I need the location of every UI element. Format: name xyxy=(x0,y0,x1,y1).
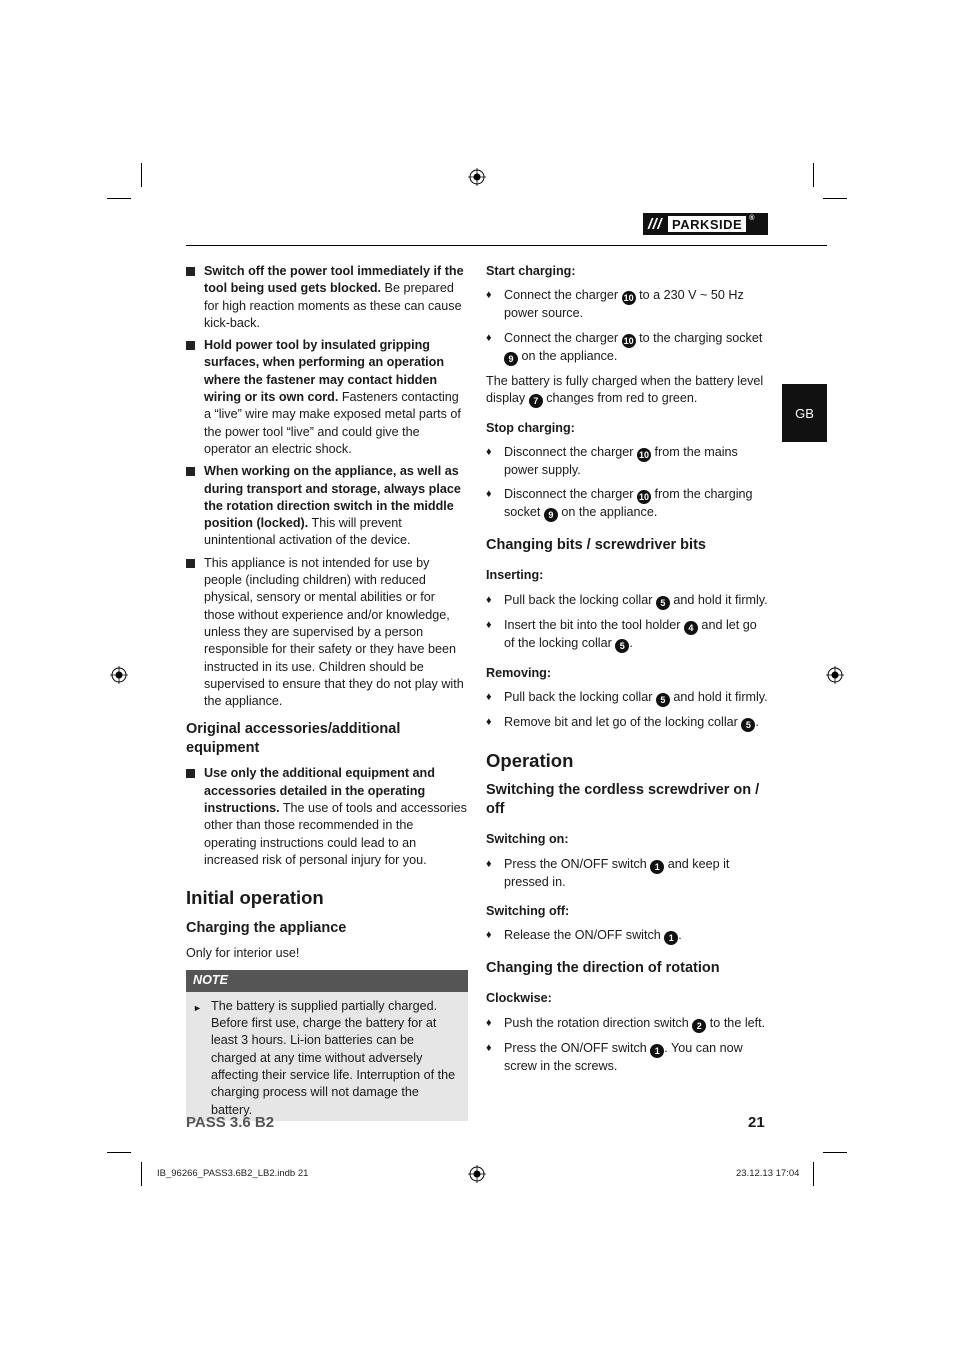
safety-bullet: This appliance is not intended for use by people (including children) with reduced physical, sensory or mental abilities or for those without experience and/or knowledge, unless they are supervised by a person responsible for their safety or they have been instructed in its use. Children should be supervised to ensure that they do not play with the appliance. xyxy=(186,555,468,711)
paragraph: Only for interior use! xyxy=(186,945,300,960)
list-item: ♦ Connect the charger 10 to a 230 V ~ 50 Hz power source. xyxy=(486,288,744,321)
safety-bullet: Hold power tool by insulated gripping surfaces, when performing an operation where the fastener may contact hidden wiring or its own cord. Fasteners contacting a “live” wire may make exposed metal parts of the power tool “live” and could give the operator an electric shock. xyxy=(186,337,468,458)
diamond-icon: ♦ xyxy=(486,691,492,704)
subheading: Removing: xyxy=(486,665,552,680)
note-body: ► The battery is supplied partially charged. Before first use, charge the battery for at least 3 hours. Li-ion batteries can be charged at any time without adversely affecting their service life. Interruption of the charging process will not damage the battery. xyxy=(193,998,456,1117)
list-item: ♦ Connect the charger 10 to the charging socket 9 on the appliance. xyxy=(486,330,763,364)
section-title: Initial operation xyxy=(186,887,324,909)
crop-mark xyxy=(823,198,847,199)
diamond-icon: ♦ xyxy=(486,1041,492,1054)
safety-bullet: Switch off the power tool immediately if the tool being used gets blocked. Be prepared for high reaction moments as these can cause kick-back. xyxy=(186,263,468,332)
list-item: ♦ Disconnect the charger 10 from the charging socket 9 on the appliance. xyxy=(486,487,753,521)
left-column xyxy=(186,263,468,1121)
safety-bullet: Use only the additional equipment and accessories detailed in the operating instructions. The use of tools and accessories other than those recommended in the operating instructions could lead to an increased risk of personal injury for you. xyxy=(186,765,468,869)
diamond-icon: ♦ xyxy=(486,857,492,870)
registration-mark-icon xyxy=(468,1165,486,1183)
note-header: NOTE xyxy=(186,970,468,992)
slug-file: IB_96266_PASS3.6B2_LB2.indb 21 xyxy=(157,1168,309,1179)
subheading: Switching off: xyxy=(486,903,570,918)
header-rule xyxy=(186,245,827,246)
subheading: Start charging: xyxy=(486,264,576,278)
diamond-icon: ♦ xyxy=(486,618,492,631)
slug-date: 23.12.13 17:04 xyxy=(736,1168,800,1179)
subheading: Switching on: xyxy=(486,832,569,847)
section-title: Operation xyxy=(486,750,574,772)
list-item: ♦ Remove bit and let go of the locking collar 5 . xyxy=(486,715,759,731)
diamond-icon: ♦ xyxy=(486,929,492,942)
registration-mark-icon xyxy=(468,168,486,186)
list-item: ♦ Press the ON/OFF switch 1 . You can now screw in the screws. xyxy=(486,1040,743,1073)
language-tab: GB xyxy=(782,384,827,442)
diamond-icon: ♦ xyxy=(486,488,492,501)
safety-bullet: When working on the appliance, as well as during transport and storage, always place the rotation direction switch in the middle position (locked). This will prevent unintentional activation of the device. xyxy=(186,463,468,549)
diamond-icon: ♦ xyxy=(486,331,492,344)
list-item: ♦ Press the ON/OFF switch 1 and keep it pressed in. xyxy=(486,856,730,889)
right-column xyxy=(486,263,768,1082)
section-heading: Changing the direction of rotation xyxy=(486,960,720,977)
diamond-icon: ♦ xyxy=(486,716,492,729)
crop-mark xyxy=(813,1162,814,1186)
list-item: ♦ Push the rotation direction switch 2 to the left. xyxy=(486,1015,766,1031)
page-number: 21 xyxy=(748,1114,765,1131)
section-heading: Charging the appliance xyxy=(186,919,347,936)
list-item: ♦ Disconnect the charger 10 from the mains power supply. xyxy=(486,445,738,478)
diamond-icon: ♦ xyxy=(486,446,492,459)
diamond-icon: ♦ xyxy=(486,289,492,302)
diamond-icon: ♦ xyxy=(486,593,492,606)
subheading: Clockwise: xyxy=(486,991,552,1006)
parkside-logo: /// PARKSIDE ® xyxy=(643,213,768,235)
crop-mark xyxy=(141,1162,142,1186)
registration-mark-icon xyxy=(826,666,844,684)
registration-mark-icon xyxy=(110,666,128,684)
subheading: Inserting: xyxy=(486,568,544,583)
crop-mark xyxy=(823,1152,847,1153)
subheading: Stop charging: xyxy=(486,420,575,435)
list-item: ♦ Insert the bit into the tool holder 4 and let go of the locking collar 5 . xyxy=(486,617,757,651)
section-heading: Original accessories/additional equipment xyxy=(186,721,401,757)
section-heading: Changing bits / screwdriver bits xyxy=(486,537,706,554)
note-box xyxy=(186,970,468,1121)
crop-mark xyxy=(141,163,142,187)
arrow-icon: ► xyxy=(193,1002,202,1013)
crop-mark xyxy=(813,163,814,187)
list-item: ♦ Pull back the locking collar 5 and hold it firmly. xyxy=(486,592,768,608)
list-item: ♦ Release the ON/OFF switch 1 . xyxy=(486,928,682,944)
list-item: ♦ Pull back the locking collar 5 and hold it firmly. xyxy=(486,690,768,706)
crop-mark xyxy=(107,1152,131,1153)
paragraph: The battery is fully charged when the battery level display 7 changes from red to green. xyxy=(486,373,764,406)
crop-mark xyxy=(107,198,131,199)
diamond-icon: ♦ xyxy=(486,1016,492,1029)
model-name: PASS 3.6 B2 xyxy=(186,1114,275,1131)
section-heading: Switching the cordless screwdriver on / off xyxy=(486,782,760,818)
